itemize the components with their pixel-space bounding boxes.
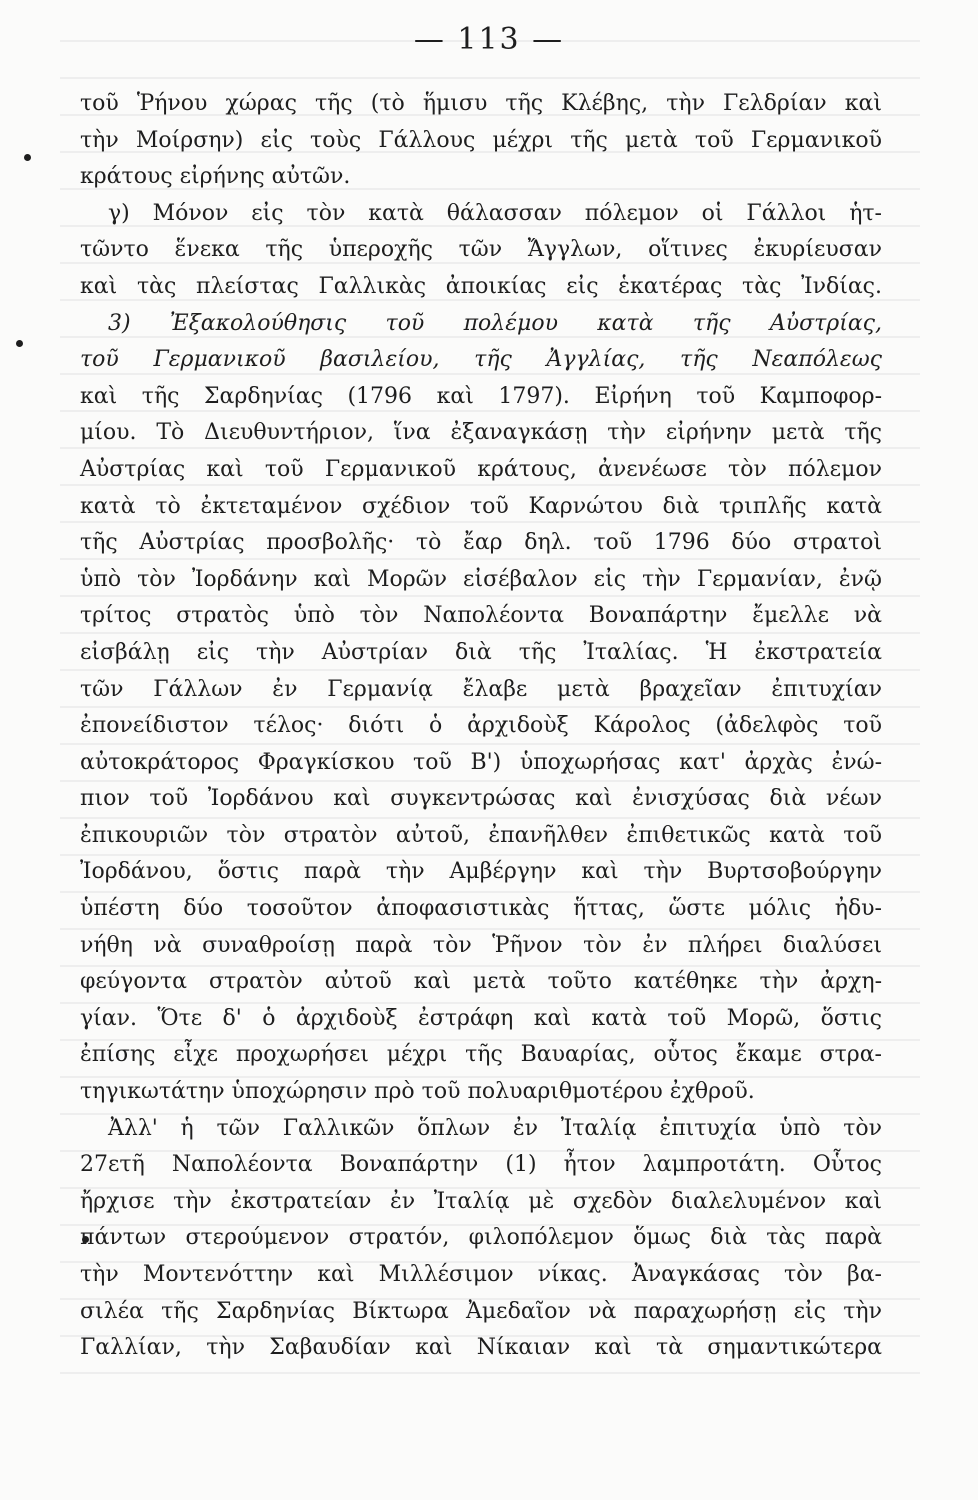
margin-dot-top xyxy=(24,154,31,161)
text-line: αὐτοκράτορος Φραγκίσκου τοῦ Β') ὑποχωρήσας κατ' ἀρχὰς ἐνώ- xyxy=(80,749,882,775)
text-line: τηγικωτάτην ὑποχώρησιν πρὸ τοῦ πολυαριθμοτέρου ἐχθροῦ. xyxy=(80,1079,755,1105)
text-line: τὴν Μοντενόττην καὶ Μιλλέσιμον νίκας. Ἀναγκάσας τὸν βα- xyxy=(80,1262,882,1287)
section-heading-line: τοῦ Γερμανικοῦ βασιλείου, τῆς Ἀγγλίας, τῆς Νεαπόλεως xyxy=(80,347,882,373)
text-line: πάντων στερούμενον στρατόν, φιλοπόλεμον ὅμως διὰ τὰς παρὰ xyxy=(80,1225,882,1251)
margin-dot-middle xyxy=(16,340,23,347)
text-line: τῶν Γάλλων ἐν Γερμανίᾳ ἔλαβε μετὰ βραχεῖαν ἐπιτυχίαν xyxy=(80,676,882,702)
text-line: κράτους εἰρήνης αὐτῶν. xyxy=(80,164,351,190)
text-line: Ἰορδάνου, ὅστις παρὰ τὴν Αμβέργην καὶ τὴν Βυρτσοβούργην xyxy=(80,859,882,885)
section-heading-line: καὶ τῆς Σαρδηνίας (1796 καὶ 1797). Εἰρήνη τοῦ Καμποφορ- xyxy=(80,383,882,409)
text-line: κατὰ τὸ ἐκτεταμένον σχέδιον τοῦ Καρνώτου διὰ τριπλῆς κατὰ xyxy=(80,493,882,519)
text-line: φεύγοντα στρατὸν αὐτοῦ καὶ μετὰ τοῦτο κατέθηκε τὴν ἀρχη- xyxy=(80,969,882,995)
body-text xyxy=(80,86,882,1367)
text-line: εἰσβάλῃ εἰς τὴν Αὐστρίαν διὰ τῆς Ἰταλίας. Ἡ ἐκστρατεία xyxy=(80,639,882,665)
text-line: ἤρχισε τὴν ἐκστρατείαν ἐν Ἰταλίᾳ μὲ σχεδὸν διαλελυμένον καὶ xyxy=(80,1188,882,1214)
text-line: τὴν Μοίρσην) εἰς τοὺς Γάλλους μέχρι τῆς μετὰ τοῦ Γερμανικοῦ xyxy=(80,127,882,153)
text-line: νήθη νὰ συναθροίσῃ παρὰ τὸν Ῥῆνον τὸν ἐν πλήρει διαλύσει xyxy=(80,932,882,958)
page-number: — 113 — xyxy=(413,22,565,57)
text-line: ὑπέστη δύο τοσοῦτον ἀποφασιστικὰς ἥττας, ὥστε μόλις ἠδυ- xyxy=(80,896,882,922)
text-line: τῆς Αὐστρίας προσβολῆς· τὸ ἔαρ δηλ. τοῦ 1796 δύο στρατοὶ xyxy=(80,530,882,556)
section-heading-line: 3) Ἐξακολούθησις τοῦ πολέμου κατὰ τῆς Αὐστρίας, xyxy=(108,310,882,336)
text-line: ἐπικουριῶν τὸν στρατὸν αὐτοῦ, ἐπανῆλθεν ἐπιθετικῶς κατὰ τοῦ xyxy=(80,822,882,848)
text-line: τῶντο ἕνεκα τῆς ὑπεροχῆς τῶν Ἄγγλων, οἵτινες ἐκυρίευσαν xyxy=(80,237,882,263)
text-line: ἐπίσης εἶχε προχωρήσει μέχρι τῆς Βαυαρίας, οὗτος ἔκαμε στρα- xyxy=(80,1042,882,1068)
text-line: τρίτος στρατὸς ὑπὸ τὸν Ναπολέοντα Βοναπάρτην ἔμελλε νὰ xyxy=(80,603,882,629)
text-line: καὶ τὰς πλείστας Γαλλικὰς ἀποικίας εἰς ἑκατέρας τὰς Ἰνδίας. xyxy=(80,273,882,299)
text-line: ἐπονείδιστον τέλος· διότι ὁ ἀρχιδοὺξ Κάρολος (ἀδελφὸς τοῦ xyxy=(80,713,882,739)
text-line: 27ετῆ Ναπολέοντα Βοναπάρτην (1) ἦτον λαμπροτάτη. Οὗτος xyxy=(80,1152,882,1178)
text-line: σιλέα τῆς Σαρδηνίας Βίκτωρα Ἀμεδαῖον νὰ παραχωρήσῃ εἰς τὴν xyxy=(80,1298,882,1324)
text-line: Γαλλίαν, τὴν Σαβαυδίαν καὶ Νίκαιαν καὶ τὰ σημαντικώτερα xyxy=(80,1335,882,1361)
text-line: μίου. Τὸ Διευθυντήριον, ἵνα ἐξαναγκάσῃ τὴν εἰρήνην μετὰ τῆς xyxy=(80,420,882,446)
text-line: ὑπὸ τὸν Ἰορδάνην καὶ Μορῶν εἰσέβαλον εἰς τὴν Γερμανίαν, ἐνῷ xyxy=(80,566,882,592)
text-line: Ἀλλ' ἡ τῶν Γαλλικῶν ὅπλων ἐν Ἰταλίᾳ ἐπιτυχία ὑπὸ τὸν xyxy=(108,1115,882,1141)
text-line: γίαν. Ὅτε δ' ὁ ἀρχιδοὺξ ἐστράφη καὶ κατὰ τοῦ Μορῶ, ὅστις xyxy=(80,1005,882,1031)
text-line: τοῦ Ῥήνου χώρας τῆς (τὸ ἥμισυ τῆς Κλέβης, τὴν Γελδρίαν καὶ xyxy=(80,91,882,116)
text-line: πιον τοῦ Ἰορδάνου καὶ συγκεντρώσας καὶ ἐνισχύσας διὰ νέων xyxy=(80,786,882,812)
text-line: γ) Μόνον εἰς τὸν κατὰ θάλασσαν πόλεμον οἱ Γάλλοι ἡτ- xyxy=(108,200,882,226)
text-line: Αὐστρίας καὶ τοῦ Γερμανικοῦ κράτους, ἀνενέωσε τὸν πόλεμον xyxy=(80,456,882,482)
